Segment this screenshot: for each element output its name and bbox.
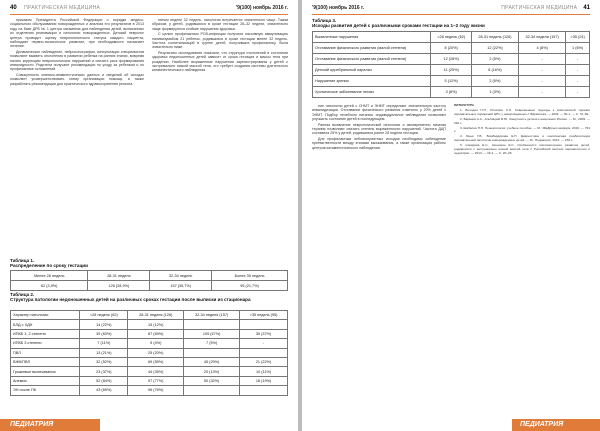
table-cell: 7 (5%) (184, 339, 240, 348)
table-cell: 50 (32%) (184, 376, 240, 385)
table-row (313, 43, 590, 54)
table-cell: 52 (84%) (80, 376, 128, 385)
table-cell: Отставание физического развития (малой степени) (313, 54, 431, 65)
table-cell: - (566, 76, 590, 87)
right-journal-title: ПРАКТИЧЕСКАЯ МЕДИЦИНА (501, 5, 578, 11)
table-cell: ИПКБ 1, 2 степени (11, 329, 80, 338)
table-row (313, 87, 590, 98)
paragraph: Результаты исследования показали, что структура отклонений в состоянии здоровья недоношенных детей зависит от срока гестации и массы тела при рождении. Наиболее выраженные нарушения зарегистрированы у детей с экстремально низкой массой тела, что требует создания системы длительного катамнестического наблюдения. (152, 50, 288, 73)
table-cell: 13 (21%) (80, 348, 128, 357)
table-cell: 96 (76%) (128, 386, 184, 395)
table-cell: - (519, 54, 566, 65)
left-column-1 (10, 18, 144, 254)
table3 (312, 31, 590, 98)
table-cell: 1 (3%) (471, 87, 518, 98)
right-column-1 (312, 104, 446, 404)
table-row (11, 376, 288, 385)
table-cell: 5 (12%) (431, 76, 471, 87)
paragraph: С целью профилактики РСВ-инфекции получили пассивную иммунизацию паливизумабом 21 ребенок, родившихся в сроке гестации менее 32 недель. Частота госпитализаций в группе детей, получивших профилактику, была значительно ниже. (152, 32, 288, 50)
paragraph: Ранняя выявление неврологической патологии и своевременно начатая терапия позволяют снизить степень выраженности нарушений. Частота ДЦП составила 25% у детей, родившихся ранее 28 недели гестации. (312, 122, 446, 136)
paragraph: приказом Президента Российской Федерации о порядке медико-социального обслуживания новорожденных и анализа его результатов в 2013 году на базе ДРБ № 1 центра катамнеза для наблюдения детей, выписанных из отделения реанимации и патологии новорожденных. Детский невролог центра проводит оценку неврологического статуса каждого пациента, наблюдает нервно-психическое развитие, при необходимости назначает лечение. (10, 18, 144, 49)
left-issue: '9(100) ноябрь 2016 г. (235, 5, 288, 11)
paragraph: Для профилактики неблагоприятных исходов необходимо соблюдение преемственности между этапами выхаживания, а также организация работы центров катамнестического наблюдения. (312, 136, 446, 150)
left-header (10, 3, 288, 13)
reference-item: 3. Шабалов Н.П. Неонатология: учебное пособие. — М.: МЕДпресс-информ, 2016. — 704 с. (454, 125, 590, 134)
table-cell: Грыжевые выпячивания (11, 367, 80, 376)
table-cell: 20 (13%) (184, 367, 240, 376)
table-cell: 157 (35,7%) (150, 281, 212, 291)
table2 (10, 310, 288, 396)
table-header-cell: Выявленные нарушения (313, 32, 431, 43)
table-header-cell: >35 недель (95) (240, 311, 288, 320)
table-cell (184, 320, 240, 329)
table-cell: 97 (77%) (128, 376, 184, 385)
table-cell: Отставание физического развития (малой степени) (313, 43, 431, 54)
right-footer-section-label: ПЕДИАТРИЯ (512, 419, 600, 431)
table-header-cell: Характер патологии (11, 311, 80, 320)
table3-subtitle: Исходы развития детей с различными сроками гестации на 1–2 году жизни (312, 23, 485, 29)
table-cell: 126 (28,9%) (88, 281, 150, 291)
table-cell: ИПКБ 3 степени (11, 339, 80, 348)
table-cell: - (519, 76, 566, 87)
table-cell (184, 348, 240, 357)
table-cell: - (566, 87, 590, 98)
left-page-number: 40 (10, 5, 17, 11)
table-cell: 10 (11%) (240, 367, 288, 376)
table-cell: 3 (8%) (431, 87, 471, 98)
table-row (11, 357, 288, 366)
table1-caption (10, 258, 88, 269)
table-cell: ВЖК/ПВЛ (11, 357, 80, 366)
paragraph: Совокупность клинико-анамнестических данных и сведений об исходах позволяет усовершенствовать схему организации помощи, а также разработать рекомендации для практического здравоохранения региона. (10, 72, 144, 86)
right-column-2-references (454, 104, 590, 404)
table-cell: Детский церебральный паралич (313, 65, 431, 76)
table-cell: - (519, 87, 566, 98)
table-cell: 8 (20%) (431, 43, 471, 54)
table-cell: 23 (37%) (80, 367, 128, 376)
table-cell: Хроническое заболевание легких (313, 87, 431, 98)
table-cell: 5 (4%) (128, 339, 184, 348)
table-row (11, 386, 288, 395)
table-cell: 4 (8%) (519, 43, 566, 54)
table-cell: Анемия (11, 376, 80, 385)
table-cell: 12 (28%) (431, 54, 471, 65)
table-cell: 18 (19%) (240, 376, 288, 385)
table-header-cell: 32-34 неделя (157) (184, 311, 240, 320)
right-header-rule (312, 14, 590, 15)
table-cell: Нарушение зрения (313, 76, 431, 87)
right-page-number: 41 (583, 5, 590, 11)
table-cell: 6 (16%) (471, 65, 518, 76)
left-column-2 (152, 18, 288, 254)
table3-title: Таблица 3. (312, 18, 337, 23)
table-cell: ЭН после ПК (11, 386, 80, 395)
table-cell: 1 (6%) (566, 43, 590, 54)
reference-item: 1. Володин Н.Н., Рогаткин С.О. Современные подходы к комплексной терапии перинатальных поражений ЦНС у новорожденных // Фарматека. — 2004. — № 1. — С. 72–82. (454, 107, 590, 116)
table-row (11, 281, 288, 291)
table-cell: 32 (52%) (80, 357, 128, 366)
table-cell (240, 348, 288, 357)
paragraph: ние патологии детей с СНМТ и ЭНМТ определяют значительную частоту инвалидизации. Отставание физического развития отмечено у 20% детей с ЭНМТ. Подбор лечебного питания, индивидуальное наблюдение позволяют улучшить состояние детей в последующем. (312, 104, 446, 122)
table-header-cell: >35 (24) (566, 32, 590, 43)
table-cell: - (566, 54, 590, 65)
left-page (0, 0, 298, 431)
table-cell: 25 (20%) (128, 348, 184, 357)
table-cell: 95 (21,7%) (212, 281, 288, 291)
table-row (313, 65, 590, 76)
table-cell: - (519, 65, 566, 76)
left-footer-section-label: ПЕДИАТРИЯ (0, 419, 100, 431)
table-header-cell: 28-31 недель (126) (471, 32, 518, 43)
paragraph: Динамическое наблюдение, нейросонография, консультации специалистов позволяют выявить отклонения в развитии ребенка на ранних этапах, вовремя начать коррекцию неврологических нарушений и снизить риск формирования инвалидности. Родители получают рекомендации по уходу за ребенком и по профилактике осложнений. (10, 49, 144, 72)
table-cell (240, 320, 288, 329)
table-header-cell: <28 недель (62) (80, 311, 128, 320)
table-row (11, 339, 288, 348)
references-heading: ЛИТЕРАТУРА (454, 104, 475, 107)
reference-item: 4. Яцык Г.В., Бомбардирова Е.П. Диагностика и комплексная реабилитация перинатальной патологии новорожденных детей. — М.: Педиатрия, 2012. — 156 с. (454, 134, 590, 143)
left-journal-title: ПРАКТИЧЕСКАЯ МЕДИЦИНА (24, 5, 101, 11)
table1 (10, 270, 288, 291)
reference-item: 5. Сахарова Е.С., Кешишян Е.С. Особенности психомоторного развития детей, родившихся с экстремально низкой массой тела // Российский вестник перинатологии и педиатрии. — 2013. — № 4. — С. 20–25. (454, 143, 590, 155)
table-header-cell: Более 35 недель (212, 271, 288, 281)
left-header-rule (10, 14, 288, 15)
table2-subtitle: Структура патологии недоношенных детей на различных сроках гестации после выписки из стационара (10, 297, 251, 303)
table-cell: 62 (3,9%) (11, 281, 88, 291)
table-row (11, 320, 288, 329)
right-header (312, 3, 590, 13)
right-issue: '9(100) ноябрь 2016 г. (312, 5, 365, 11)
table-header-cell: 28-31 неделя (126) (128, 311, 184, 320)
table-cell: 7 (11%) (80, 339, 128, 348)
table-cell (240, 386, 288, 395)
table-cell (184, 386, 240, 395)
table-header-cell: 32-34 недель (150, 271, 212, 281)
table1-title: Таблица 1. (10, 258, 35, 263)
table-header-cell: Менее 28 недель (11, 271, 88, 281)
table-cell: 87 (69%) (128, 329, 184, 338)
table3-caption (312, 18, 590, 29)
table-cell: БЛД с ХДН (11, 320, 80, 329)
table-cell: 105 (67%) (184, 329, 240, 338)
table-cell: 35 (37%) (240, 329, 288, 338)
table-cell: 44 (35%) (128, 367, 184, 376)
table-cell: - (240, 339, 288, 348)
table-row (313, 76, 590, 87)
table-header-cell: <28 недель (62) (431, 32, 471, 43)
table-cell: 14 (22%) (80, 320, 128, 329)
table-cell: 2 (5%) (471, 76, 518, 87)
table-header-row (11, 311, 288, 320)
table-cell: 21 (22%) (240, 357, 288, 366)
table-row (313, 54, 590, 65)
table2-caption (10, 292, 288, 303)
table-cell: - (566, 65, 590, 76)
table-cell: ПВЛ (11, 348, 80, 357)
table-cell: 45 (29%) (184, 357, 240, 366)
table-cell: 2 (5%) (471, 54, 518, 65)
right-page (302, 0, 600, 431)
table1-subtitle: Распределение по сроку гестации (10, 263, 88, 269)
table-header-row (313, 32, 590, 43)
table-cell: 11 (25%) (431, 65, 471, 76)
table-header-cell: 32-34 недели (157) (519, 32, 566, 43)
reference-item: 2. Баранов А.А., Альбицкий В.Ю. Смертность детского населения России. — М., 2009. — 392 с. (454, 116, 590, 125)
table-cell: 15 (12%) (128, 320, 184, 329)
table-cell: 12 (22%) (471, 43, 518, 54)
table-cell: 43 (69%) (80, 386, 128, 395)
table-cell: 39 (63%) (80, 329, 128, 338)
table-cell: 69 (55%) (128, 357, 184, 366)
table-row (11, 348, 288, 357)
table-header-row (11, 271, 288, 281)
table-row (11, 329, 288, 338)
table-row (11, 367, 288, 376)
table-header-cell: 28-31 неделя (88, 271, 150, 281)
paragraph: пятым неделе 32 недель, патология встречается значительно чаще. Таким образом, у детей, родившихся в сроке гестации 28–32 недели, значительно чаще формируются стойкие нарушения здоровья. (152, 18, 288, 31)
table2-title: Таблица 2. (10, 292, 35, 297)
